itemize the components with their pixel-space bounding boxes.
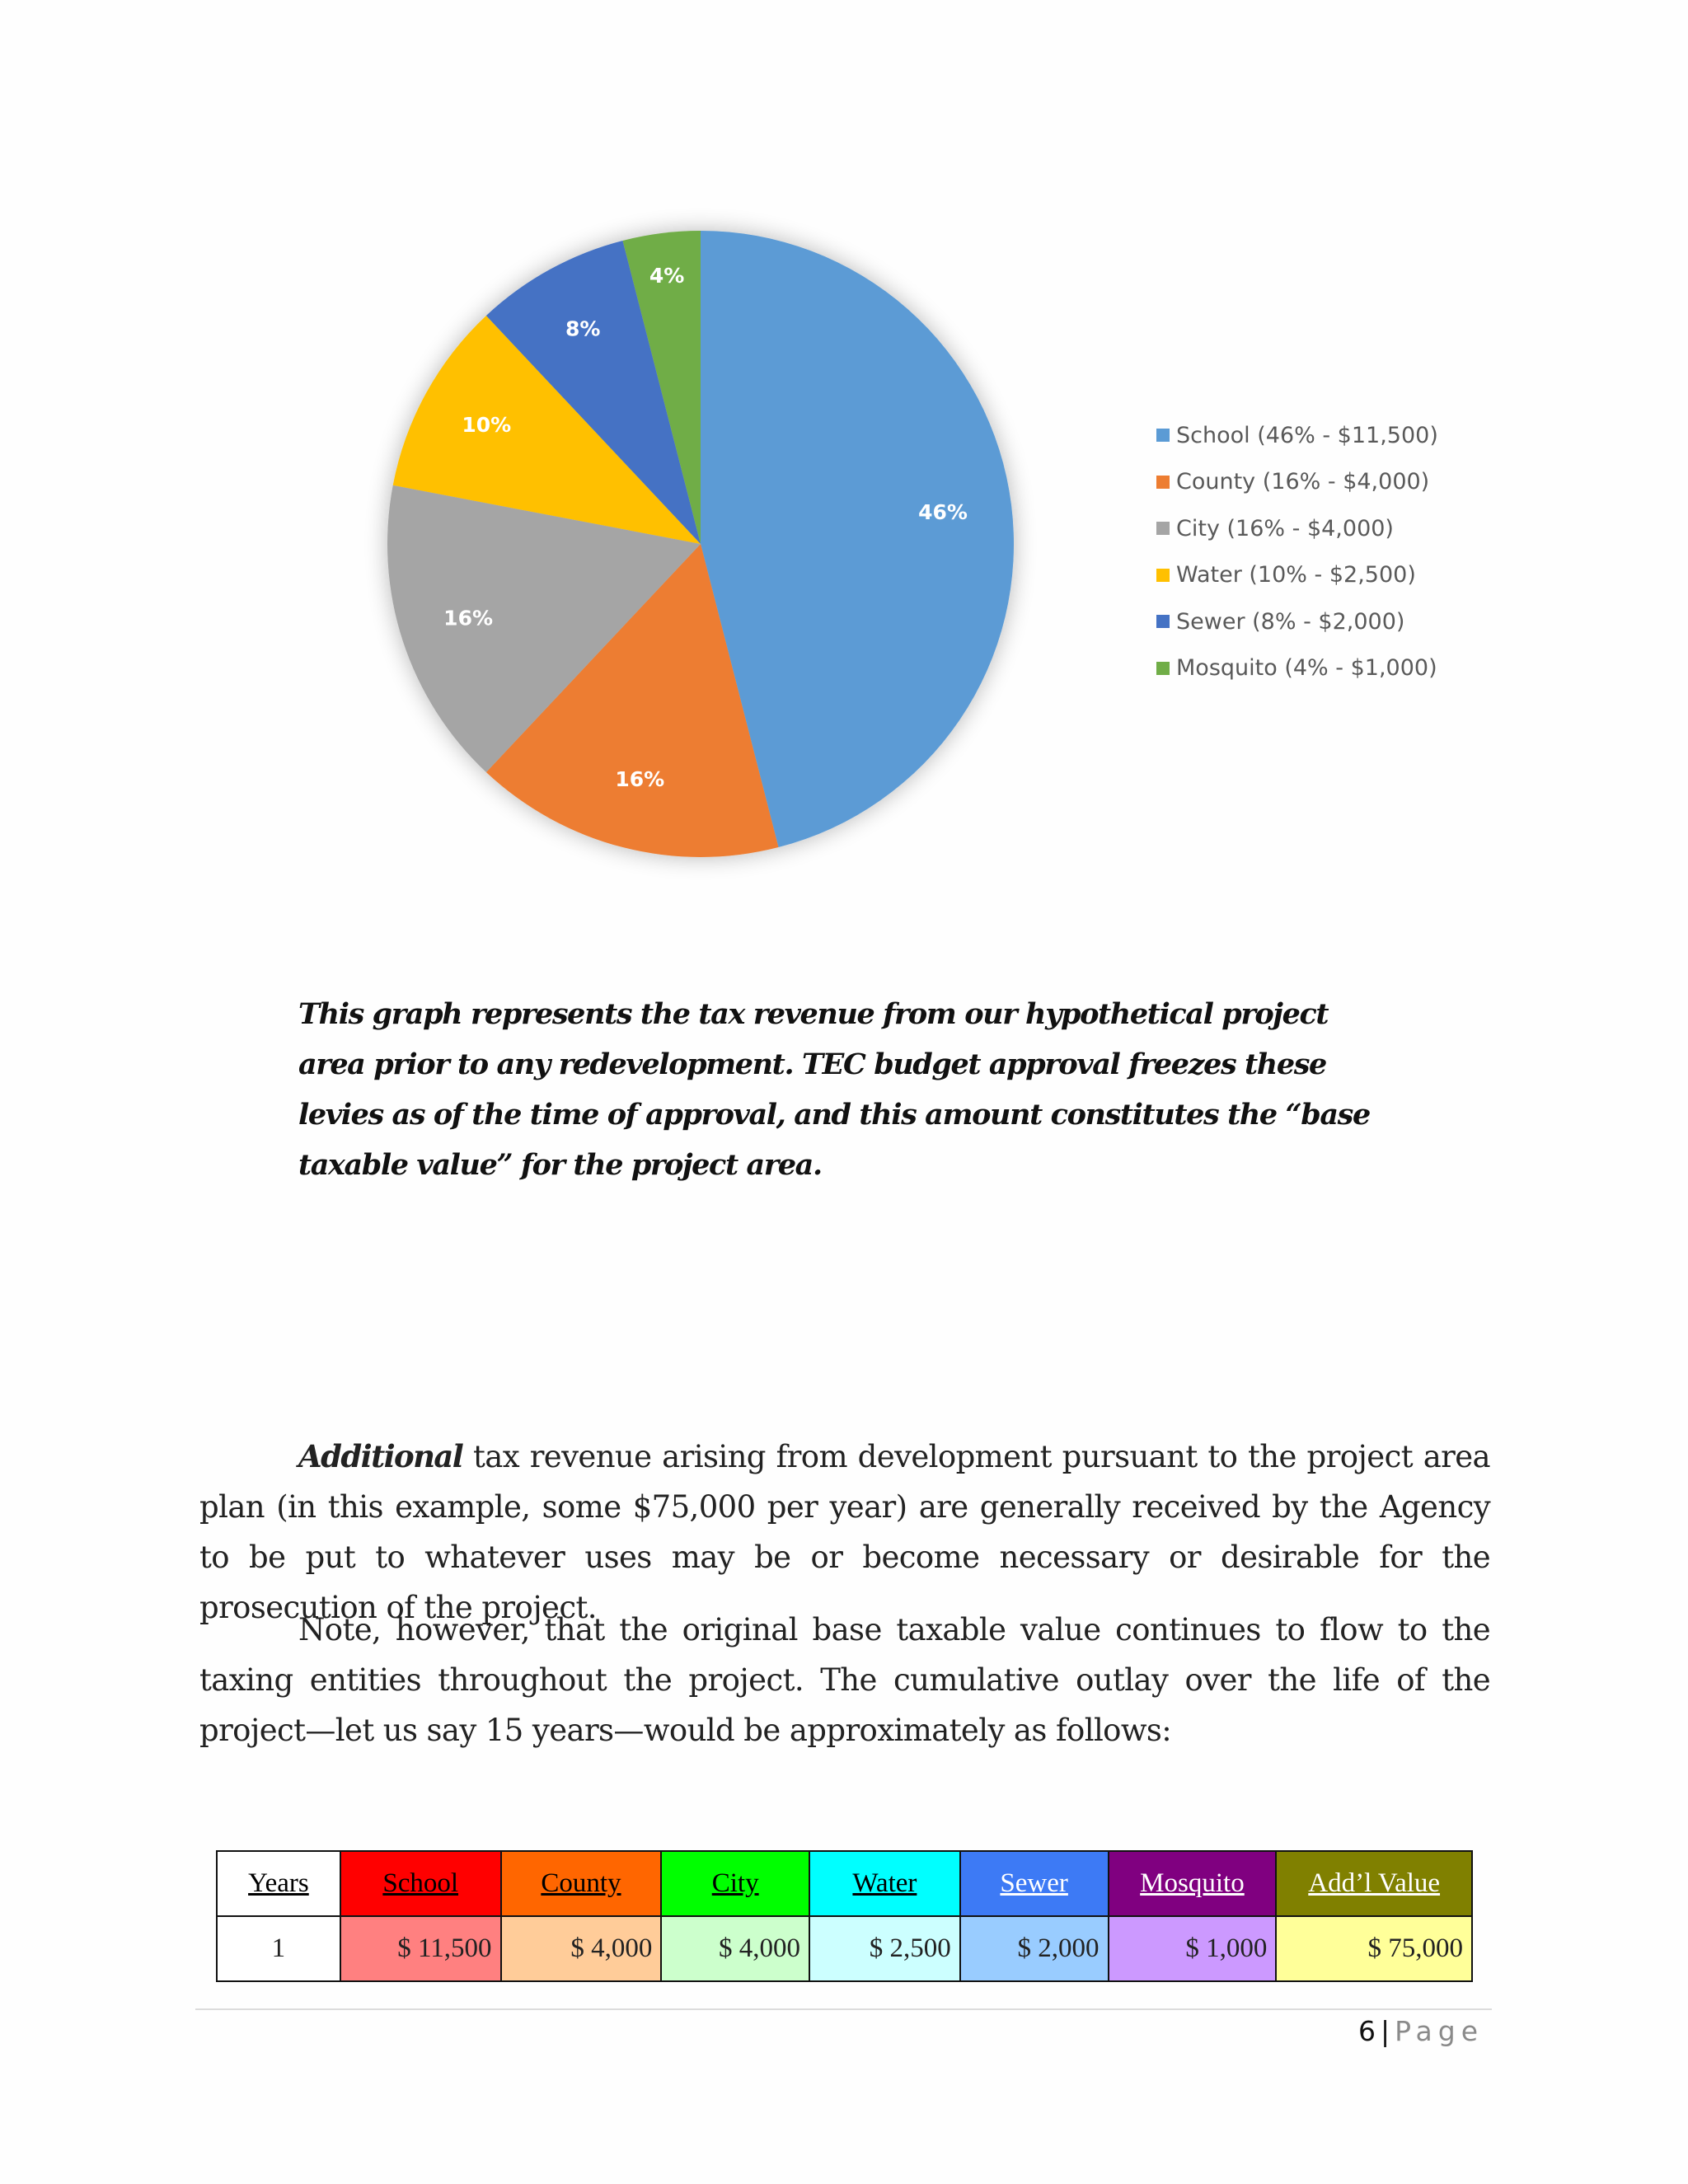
table-header-row (217, 1851, 1472, 1916)
pie-chart (330, 190, 1484, 931)
legend-item-sewer (1156, 598, 1438, 645)
page-word: Page (1395, 2015, 1484, 2047)
legend-label: County (16% - $4,000) (1176, 469, 1430, 495)
table-header-school: School (340, 1851, 501, 1916)
legend-label: Sewer (8% - $2,000) (1176, 608, 1405, 635)
legend-label: City (16% - $4,000) (1176, 515, 1394, 541)
table-header-sewer: Sewer (960, 1851, 1109, 1916)
table-header-add-l-value: Add’l Value (1276, 1851, 1472, 1916)
pie-label-water: 10% (462, 413, 512, 438)
paragraph-text: tax revenue arising from development pursuant to the project area plan (in this example, some $75,000 per year) are generally received by the Agency to be put to whatever uses may be or become necessary or desirable for the prosecution of the project. (199, 1439, 1490, 1625)
pie-label-sewer: 8% (565, 316, 601, 341)
pie-label-county: 16% (615, 767, 665, 792)
page-number-value: 6 (1357, 2015, 1376, 2047)
table-header-county: County (501, 1851, 662, 1916)
table-cell: $ 4,000 (501, 1916, 662, 1981)
legend-label: Water (10% - $2,500) (1176, 562, 1416, 588)
legend-swatch (1156, 522, 1170, 535)
footer-divider (195, 2008, 1492, 2010)
page-number (1358, 2015, 1484, 2047)
pie-label-mosquito: 4% (649, 263, 685, 288)
legend-item-county (1156, 459, 1438, 506)
pie-label-school: 46% (918, 499, 968, 524)
chart-caption: This graph represents the tax revenue from our hypothetical project area prior to any redevelopment. TEC budget approval freezes these levies as of the time of approval, and this amount constitutes the “base taxable value” for the project area. (298, 997, 1370, 1182)
paragraph-additional-revenue (199, 1432, 1490, 1633)
chart-legend (1156, 412, 1438, 691)
page-number-separator: | (1380, 2015, 1390, 2047)
legend-swatch (1156, 476, 1170, 489)
legend-item-water (1156, 552, 1438, 599)
table-row (217, 1916, 1472, 1981)
table-cell: $ 75,000 (1276, 1916, 1472, 1981)
legend-label: Mosquito (4% - $1,000) (1176, 655, 1437, 682)
paragraph-lead-word: Additional (298, 1438, 463, 1474)
paragraph-base-value-note: Note, however, that the original base taxable value continues to flow to the taxing entities throughout the project. The cumulative outlay over the life of the project—let us say 15 years—would be approximately as follows: (199, 1612, 1490, 1748)
legend-item-school (1156, 412, 1438, 459)
pie-chart-svg (330, 190, 1071, 931)
legend-item-city (1156, 505, 1438, 552)
legend-swatch (1156, 429, 1170, 442)
table-cell: 1 (217, 1916, 340, 1981)
legend-label: School (46% - $11,500) (1176, 422, 1438, 448)
legend-swatch (1156, 615, 1170, 628)
legend-item-mosquito (1156, 645, 1438, 692)
pie-label-city: 16% (443, 606, 494, 630)
table-cell: $ 1,000 (1109, 1916, 1277, 1981)
table-cell: $ 11,500 (340, 1916, 501, 1981)
table-cell: $ 2,000 (960, 1916, 1109, 1981)
table-header-mosquito: Mosquito (1109, 1851, 1277, 1916)
table-cell: $ 2,500 (809, 1916, 960, 1981)
legend-swatch (1156, 569, 1170, 582)
revenue-table (216, 1850, 1473, 1982)
legend-swatch (1156, 662, 1170, 675)
table-header-city: City (661, 1851, 809, 1916)
table-cell: $ 4,000 (661, 1916, 809, 1981)
table-header-years: Years (217, 1851, 340, 1916)
table-header-water: Water (809, 1851, 960, 1916)
